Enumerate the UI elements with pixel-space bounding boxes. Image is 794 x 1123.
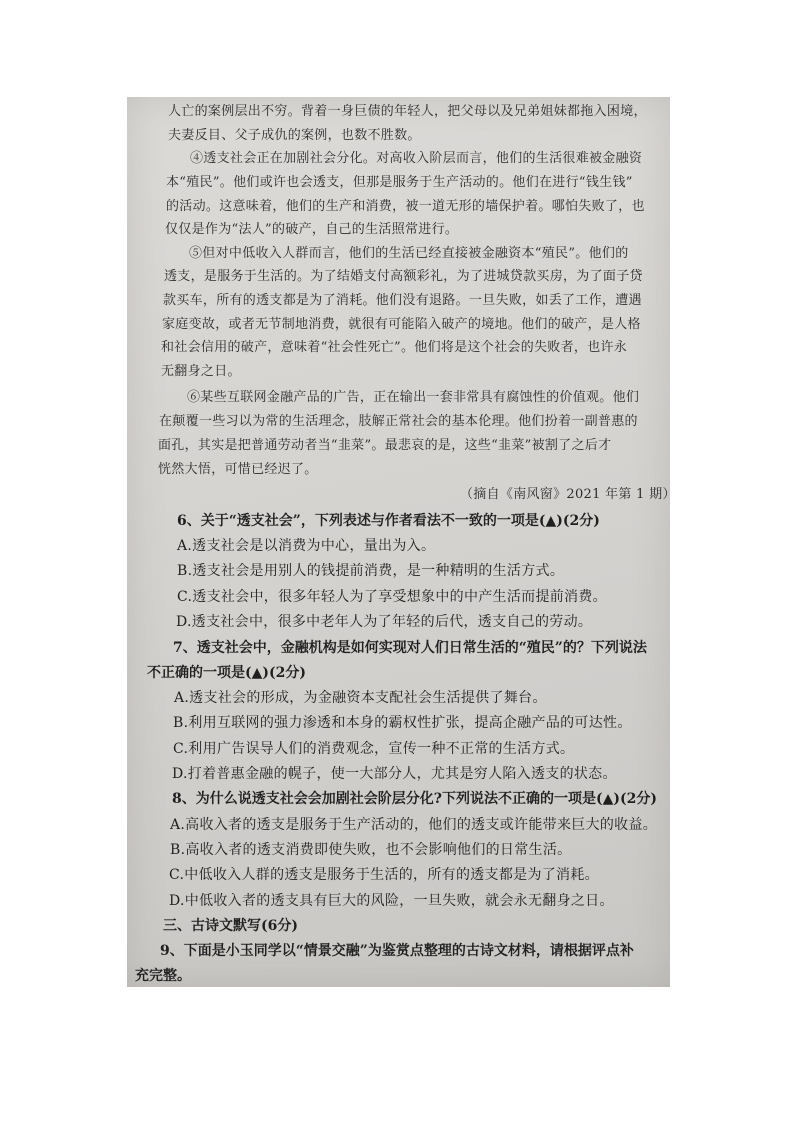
question-6-option-c: C.透支社会中，很多年轻人为了享受想象中的中产生活而提前消费。 [177,589,607,605]
passage-paragraph-5-start: ⑤但对中低收入人群而言，他们的生活已经直接被金融资本“殖民”。他们的 [189,246,629,261]
question-9-line-1: 9、下面是小玉同学以“情景交融”为鉴赏点整理的古诗文材料，请根据评点补 [160,943,634,959]
passage-line-10: 家庭变故，或者无节制地消费，就很有可能陷入破产的境地。他们的破产，是人格 [162,317,641,332]
passage-line-9: 款买车，所有的透支都是为了消耗。他们没有退路。一旦失败，如丢了工作，遭遇 [163,293,642,308]
passage-paragraph-4-start: ④透支社会正在加剧社会分化。对高收入阶层而言，他们的生活很难被金融资 [190,151,643,166]
question-8-option-b: B.高收入者的透支消费即使失败，也不会影响他们的日常生活。 [170,842,572,858]
question-7-stem-line-2: 不正确的一项是(▲)(2分) [147,665,307,681]
question-7-option-b: B.利用互联网的强力渗透和本身的霸权性扩张，提高企融产品的可达性。 [173,715,632,731]
question-6-option-d: D.透支社会中，很多中老年人为了年轻的后代，透支自己的劳动。 [176,614,593,630]
section-3-title: 三、古诗文默写(6分) [163,918,298,934]
passage-line-4: 本“殖民”。他们或许也会透支，但那是服务于生产活动的。他们在进行“钱生钱” [166,175,633,190]
passage-line-1: 人亡的案例层出不穷。背着一身巨债的年轻人，把父母以及兄弟姐妹都拖入困境， [168,104,647,119]
question-6-option-b: B.透支社会是用别人的钱提前消费，是一种精明的生活方式。 [177,563,565,579]
passage-line-6: 仅仅是作为“法人”的破产，自己的生活照常进行。 [165,222,459,237]
question-7-option-c: C.利用广告误导人们的消费观念，宣传一种不正常的生活方式。 [173,741,575,757]
passage-line-8: 透支，是服务于生活的。为了结婚支付高额彩礼，为了进城贷款买房，为了面子贷 [164,269,643,284]
passage-paragraph-6-start: ⑥某些互联网金融产品的广告，正在输出一套非常具有腐蚀性的价值观。他们 [187,390,640,405]
passage-line-12: 无翻身之日。 [161,364,241,379]
question-8-option-c: C.中低收入人群的透支是服务于生活的，所有的透支都是为了消耗。 [169,867,599,883]
passage-source: （摘自《南风窗》2021 年第 1 期） [460,487,676,502]
passage-line-16: 恍然大悟，可惜已经迟了。 [158,462,318,477]
question-8-stem: 8、为什么说透支社会会加剧社会阶层分化?下列说法不正确的一项是(▲)(2分) [172,791,657,807]
question-9-line-2: 充完整。 [135,968,191,984]
passage-line-15: 面孔，其实是把普通劳动者当“韭菜”。最悲哀的是，这些“韭菜”被割了之后才 [158,438,612,453]
question-6-option-a: A.透支社会是以消费为中心，量出为入。 [177,538,436,554]
question-8-option-a: A.高收入者的透支是服务于生产活动的，他们的透支或许能带来巨大的收益。 [170,817,658,833]
question-7-stem-line-1: 7、透支社会中，金融机构是如何实现对人们日常生活的“殖民”的？下列说法 [173,640,647,656]
passage-line-2: 夫妻反目、父子成仇的案例，也数不胜数。 [168,128,421,143]
question-6-stem: 6、关于“透支社会”，下列表述与作者看法不一致的一项是(▲)(2分) [177,513,600,529]
passage-line-14: 在颠覆一些习以为常的生活理念，肢解正常社会的基本伦理。他们扮着一副普惠的 [159,414,638,429]
question-7-option-d: D.打着普惠金融的幌子，使一大部分人，尤其是穷人陷入透支的状态。 [172,766,617,782]
question-7-option-a: A.透支社会的形成，为金融资本支配社会生活提供了舞台。 [174,690,547,706]
question-8-option-d: D.中低收入者的透支具有巨大的风险，一旦失败，就会永无翻身之日。 [169,893,614,909]
passage-line-5: 的活动。这意味着，他们的生产和消费，被一道无形的墙保护着。哪怕失败了，也 [166,199,645,214]
passage-line-11: 和社会信用的破产，意味着“社会性死亡”。他们将是这个社会的失败者，也许永 [161,340,628,355]
